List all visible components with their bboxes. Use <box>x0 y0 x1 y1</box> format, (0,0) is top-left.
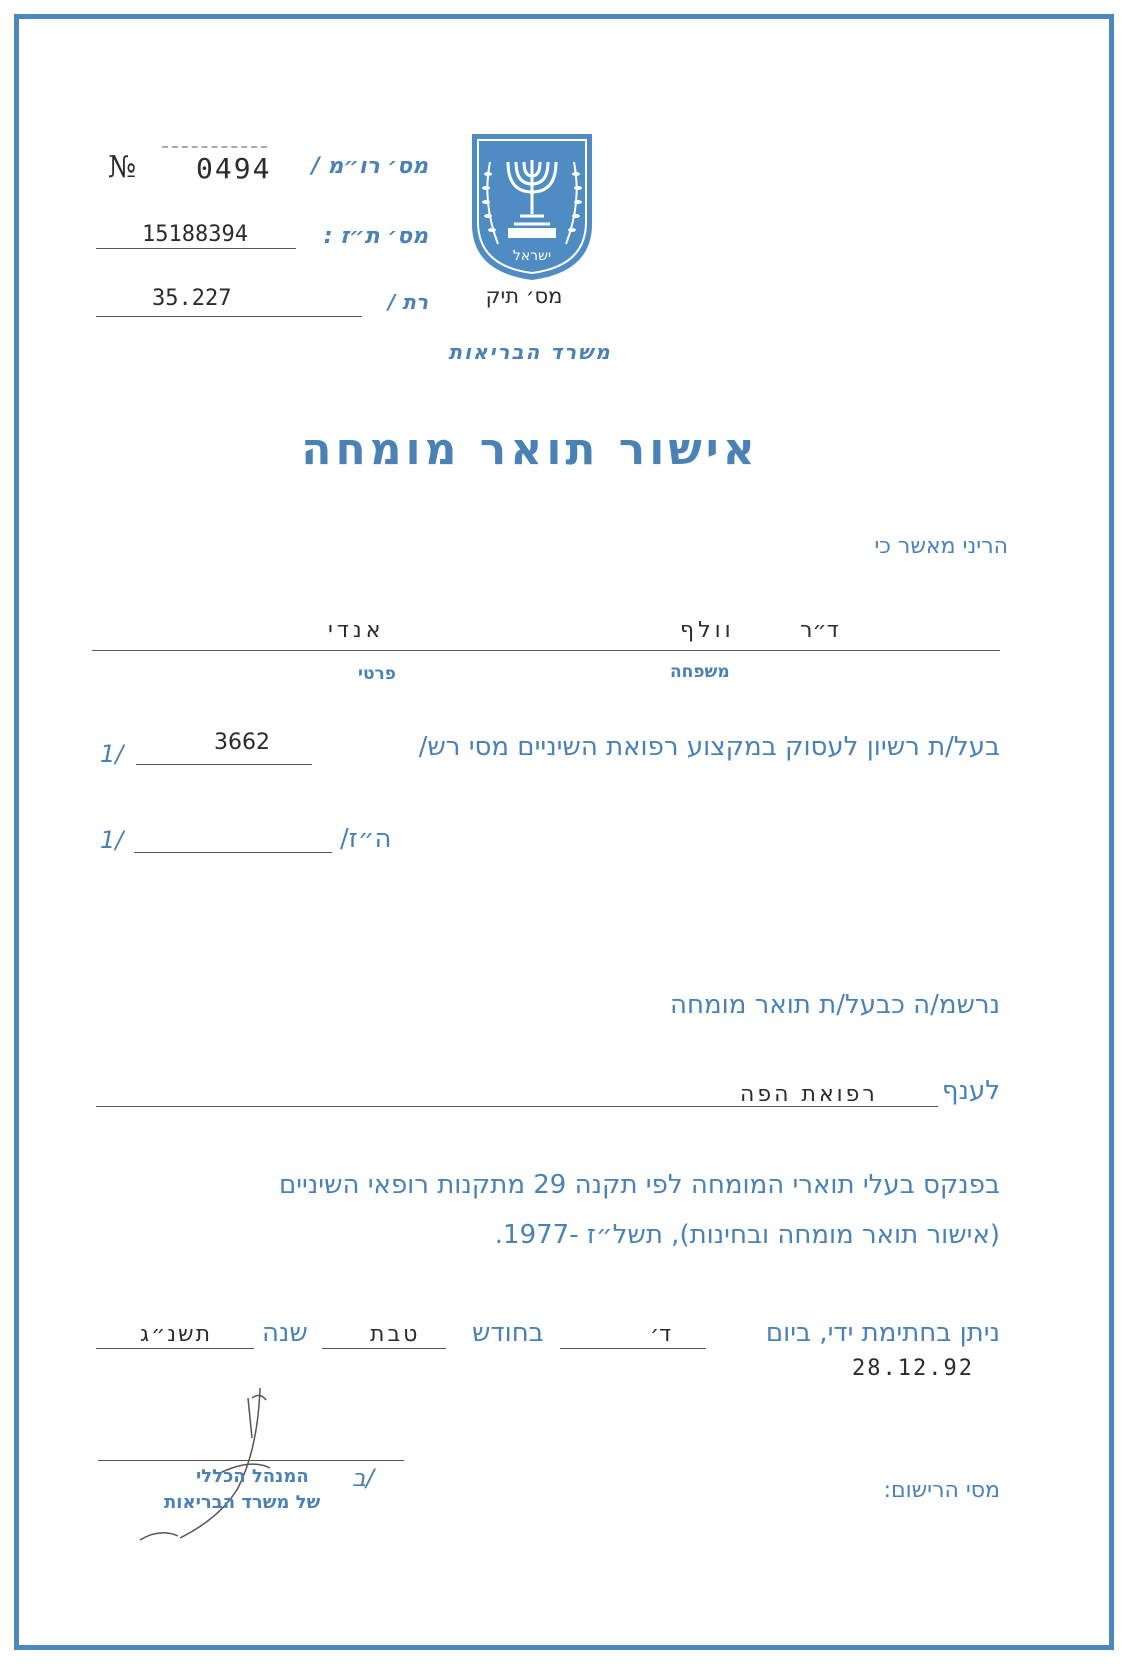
ministry-name: משרד הבריאות <box>448 340 612 364</box>
registry-number: 0494 <box>196 152 272 185</box>
given-day-line <box>560 1348 706 1349</box>
id-label: מס׳ ת״ז : <box>323 224 428 249</box>
file-caption: מס׳ תיק <box>485 284 563 308</box>
name-line <box>92 650 1000 651</box>
hz-line <box>134 852 332 853</box>
field-line <box>96 1106 938 1107</box>
director-title: המנהל הכללי <box>196 1466 309 1487</box>
regulation-text-line2: (אישור תואר מומחה ובחינות), תשל״ז -1977. <box>494 1220 1000 1250</box>
id-number: 15188394 <box>142 222 248 247</box>
field-label: לענף <box>941 1076 1000 1106</box>
license-suffix: 1/ <box>100 740 124 768</box>
handwritten-signature <box>120 1378 320 1548</box>
ba-label: ב/ <box>352 1464 374 1492</box>
emblem-text: ישראל <box>512 248 552 264</box>
license-number: 3662 <box>214 730 270 755</box>
license-number-line <box>136 764 312 765</box>
given-year: תשנ״ג <box>140 1322 213 1347</box>
file-label: רת / <box>388 290 428 314</box>
registry-label: מס׳ רו״מ / <box>311 154 428 179</box>
given-year-line <box>96 1348 254 1349</box>
month-label: בחודש <box>472 1318 544 1348</box>
number-symbol: № <box>108 150 137 185</box>
menorah-emblem-icon <box>468 132 596 282</box>
director-ministry: של משרד הבריאות <box>164 1492 321 1513</box>
state-emblem <box>468 132 596 282</box>
file-number-line <box>96 316 362 317</box>
file-number: 35.227 <box>152 286 232 311</box>
first-name-label: פרטי <box>358 664 396 684</box>
license-text: בעל/ת רשיון לעסוק במקצוע רפואת השיניים מסי רש/ <box>418 732 1000 762</box>
title-dr: ד״ר <box>800 618 839 643</box>
page-title: אישור תואר מומחה <box>301 424 759 475</box>
surname: וולף <box>680 618 735 643</box>
given-text: ניתן בחתימת ידי, ביום <box>765 1318 1000 1348</box>
given-month-line <box>322 1348 446 1349</box>
first-name: אנדי <box>328 618 385 643</box>
gregorian-date: 28.12.92 <box>852 1356 974 1381</box>
year-label: שנה <box>262 1318 308 1348</box>
field-value: רפואת הפה <box>740 1082 878 1107</box>
given-month: טבת <box>370 1322 421 1347</box>
regulation-text-line1: בפנקס בעלי תוארי המומחה לפי תקנה 29 מתקנות רופאי השיניים <box>278 1170 1000 1200</box>
given-day: ד׳ <box>650 1322 672 1347</box>
surname-label: משפחה <box>670 662 730 682</box>
intro-text: הריני מאשר כי <box>874 534 1008 559</box>
registered-text: נרשמ/ה כבעל/ת תואר מומחה <box>670 990 1000 1020</box>
id-number-line <box>96 248 296 249</box>
hz-suffix: 1/ <box>100 826 124 854</box>
hz-label: ה״ז/ <box>340 824 392 854</box>
signature-line <box>98 1460 404 1461</box>
registration-label: מסי הרישום: <box>883 1478 1000 1503</box>
